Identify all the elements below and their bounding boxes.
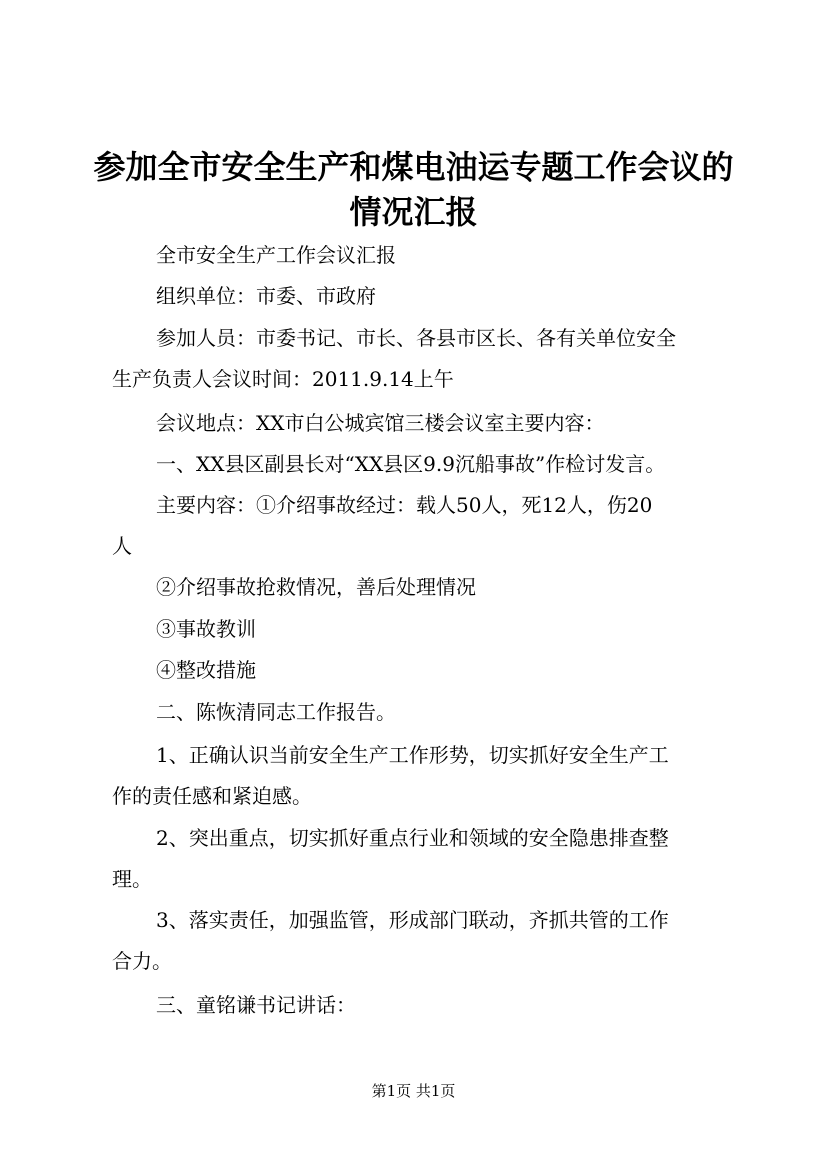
paragraph-meeting-report bbox=[112, 235, 722, 276]
paragraph-text: 3、落实责任，加强监管，形成部门联动，齐抓共管的工作 bbox=[156, 908, 669, 932]
paragraph-text: 2、突出重点，切实抓好重点行业和领域的安全隐患排查整 bbox=[156, 826, 669, 850]
paragraph-text-continued: 人 bbox=[112, 534, 132, 558]
paragraph-text-continued: 理。 bbox=[112, 867, 152, 891]
paragraph-item-three bbox=[112, 985, 722, 1026]
paragraph-main-content bbox=[112, 485, 722, 567]
paragraph-organizer bbox=[112, 276, 722, 317]
document-title-line-2: 情况汇报 bbox=[349, 193, 478, 231]
paragraph-text-continued: 合力。 bbox=[112, 949, 172, 973]
paragraph-point-2 bbox=[112, 818, 722, 900]
paragraph-text-continued: 生产负责人会议时间：2011.9.14上午 bbox=[112, 367, 454, 391]
paragraph-point-1 bbox=[112, 735, 722, 817]
page-number-footer: 第1页 共1页 bbox=[371, 1082, 456, 1100]
paragraph-point-3 bbox=[112, 900, 722, 982]
paragraph-text: 全市安全生产工作会议汇报 bbox=[156, 243, 396, 267]
paragraph-attendees bbox=[112, 318, 722, 400]
paragraph-lessons bbox=[112, 609, 722, 650]
paragraph-text: 参加人员：市委书记、市长、各县市区长、各有关单位安全 bbox=[156, 326, 676, 350]
paragraph-rescue bbox=[112, 567, 722, 608]
paragraph-text: ④整改措施 bbox=[156, 658, 256, 682]
paragraph-text: 三、童铭谦书记讲话： bbox=[156, 993, 356, 1017]
paragraph-text: 1、正确认识当前安全生产工作形势，切实抓好安全生产工 bbox=[156, 743, 669, 767]
paragraph-text: 会议地点：XX市白公城宾馆三楼会议室主要内容： bbox=[156, 411, 605, 435]
document-title-line-1: 参加全市安全生产和煤电油运专题工作会议的 bbox=[93, 148, 734, 186]
paragraph-text: 主要内容：①介绍事故经过：载人50人，死12人，伤20 bbox=[156, 493, 653, 517]
paragraph-text: ②介绍事故抢救情况，善后处理情况 bbox=[156, 575, 476, 599]
paragraph-rectification bbox=[112, 650, 722, 691]
paragraph-text: 组织单位：市委、市政府 bbox=[156, 284, 376, 308]
paragraph-text: ③事故教训 bbox=[156, 617, 256, 641]
paragraph-location bbox=[112, 403, 722, 444]
paragraph-text-continued: 作的责任感和紧迫感。 bbox=[112, 784, 312, 808]
paragraph-item-one bbox=[112, 444, 722, 485]
paragraph-item-two bbox=[112, 692, 722, 733]
paragraph-text: 二、陈恢清同志工作报告。 bbox=[156, 700, 396, 724]
paragraph-text: 一、XX县区副县长对“XX县区9.9沉船事故”作检讨发言。 bbox=[156, 452, 666, 476]
